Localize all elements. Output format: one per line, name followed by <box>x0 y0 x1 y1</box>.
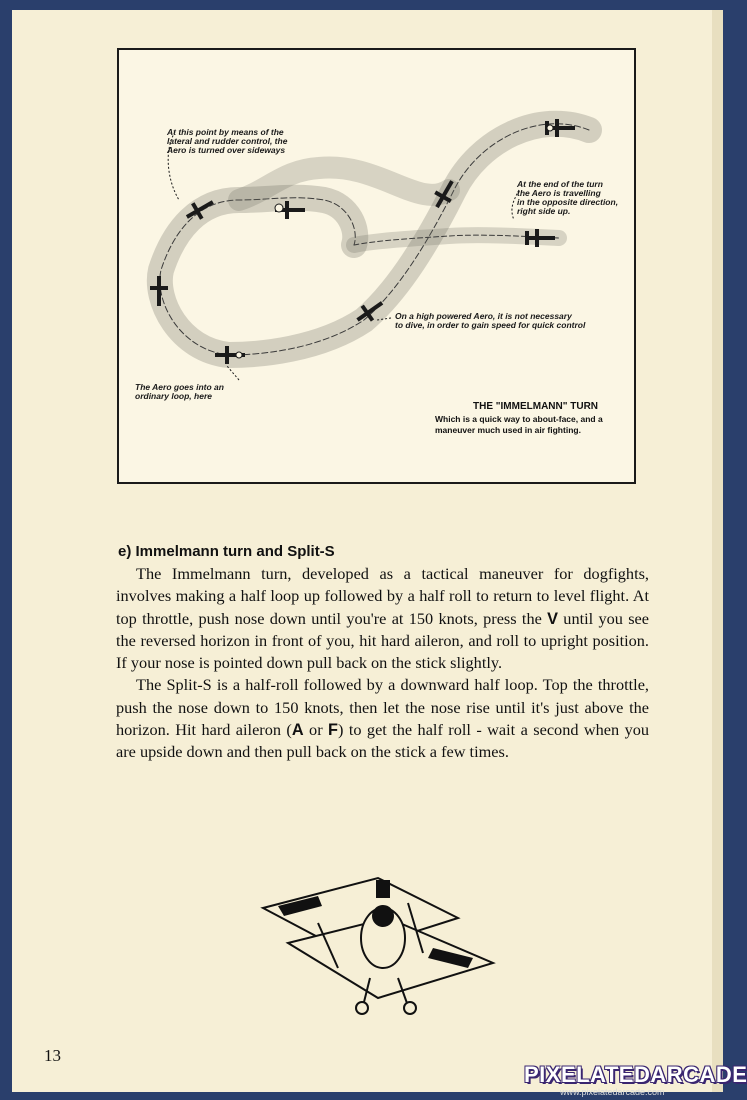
biplane-illustration <box>258 858 508 1018</box>
key-v: V <box>547 609 558 628</box>
paragraph-split-s <box>116 674 649 763</box>
key-a: A <box>291 721 304 740</box>
paragraph-immelmann <box>116 563 649 674</box>
watermark-url: www.pixelatedarcade.com <box>560 1087 665 1097</box>
annotation-high-powered: On a high powered Aero, it is not necessary to dive, in order to gain speed for quick control <box>395 311 586 330</box>
figure-subtitle: Which is a quick way to about-face, and a maneuver much used in air fighting. <box>435 414 603 435</box>
annotation-end-of-turn: At the end of the turn the Aero is travelling in the opposite direction, right side up. <box>517 179 619 216</box>
annotation-ordinary-loop: The Aero goes into an ordinary loop, here <box>135 382 224 401</box>
p1-text-b: until you see the reversed horizon in front of you, hit hard aileron, and roll to upright position. If your nose is pointed down pull back on the stick slightly. <box>116 608 649 673</box>
watermark-brand: PIXELATEDARCADE <box>524 1062 747 1087</box>
p2-text-a: The Split-S is a half-roll followed by a downward half loop. Top the throttle, push the nose down to 150 knots, then let the nose rise until it's just above the horizon. Hit hard aileron ( <box>116 675 649 740</box>
p2-text-b: ) to get the half roll - wait a second when you are upside down and then pull back on the stick a few times. <box>116 720 650 762</box>
p1-text-a: The Immelmann turn, developed as a tactical maneuver for dogfights, involves making a half loop up followed by a half roll to return to level flight. At top throttle, push nose down until you're at 150 knots, press the <box>116 564 649 628</box>
annotation-lateral-control: At this point by means of the lateral and rudder control, the Aero is turned over sideways <box>167 127 288 155</box>
body-text <box>116 563 649 764</box>
p2-text-mid: or <box>303 720 329 740</box>
page-number: 13 <box>44 1046 61 1065</box>
figure-title: THE "IMMELMANN" TURN <box>473 401 599 412</box>
immelmann-figure <box>117 48 636 484</box>
section-heading: e) Immelmann turn and Split-S <box>118 543 335 560</box>
next-page-edge <box>712 10 723 1092</box>
key-f: F <box>328 721 338 740</box>
